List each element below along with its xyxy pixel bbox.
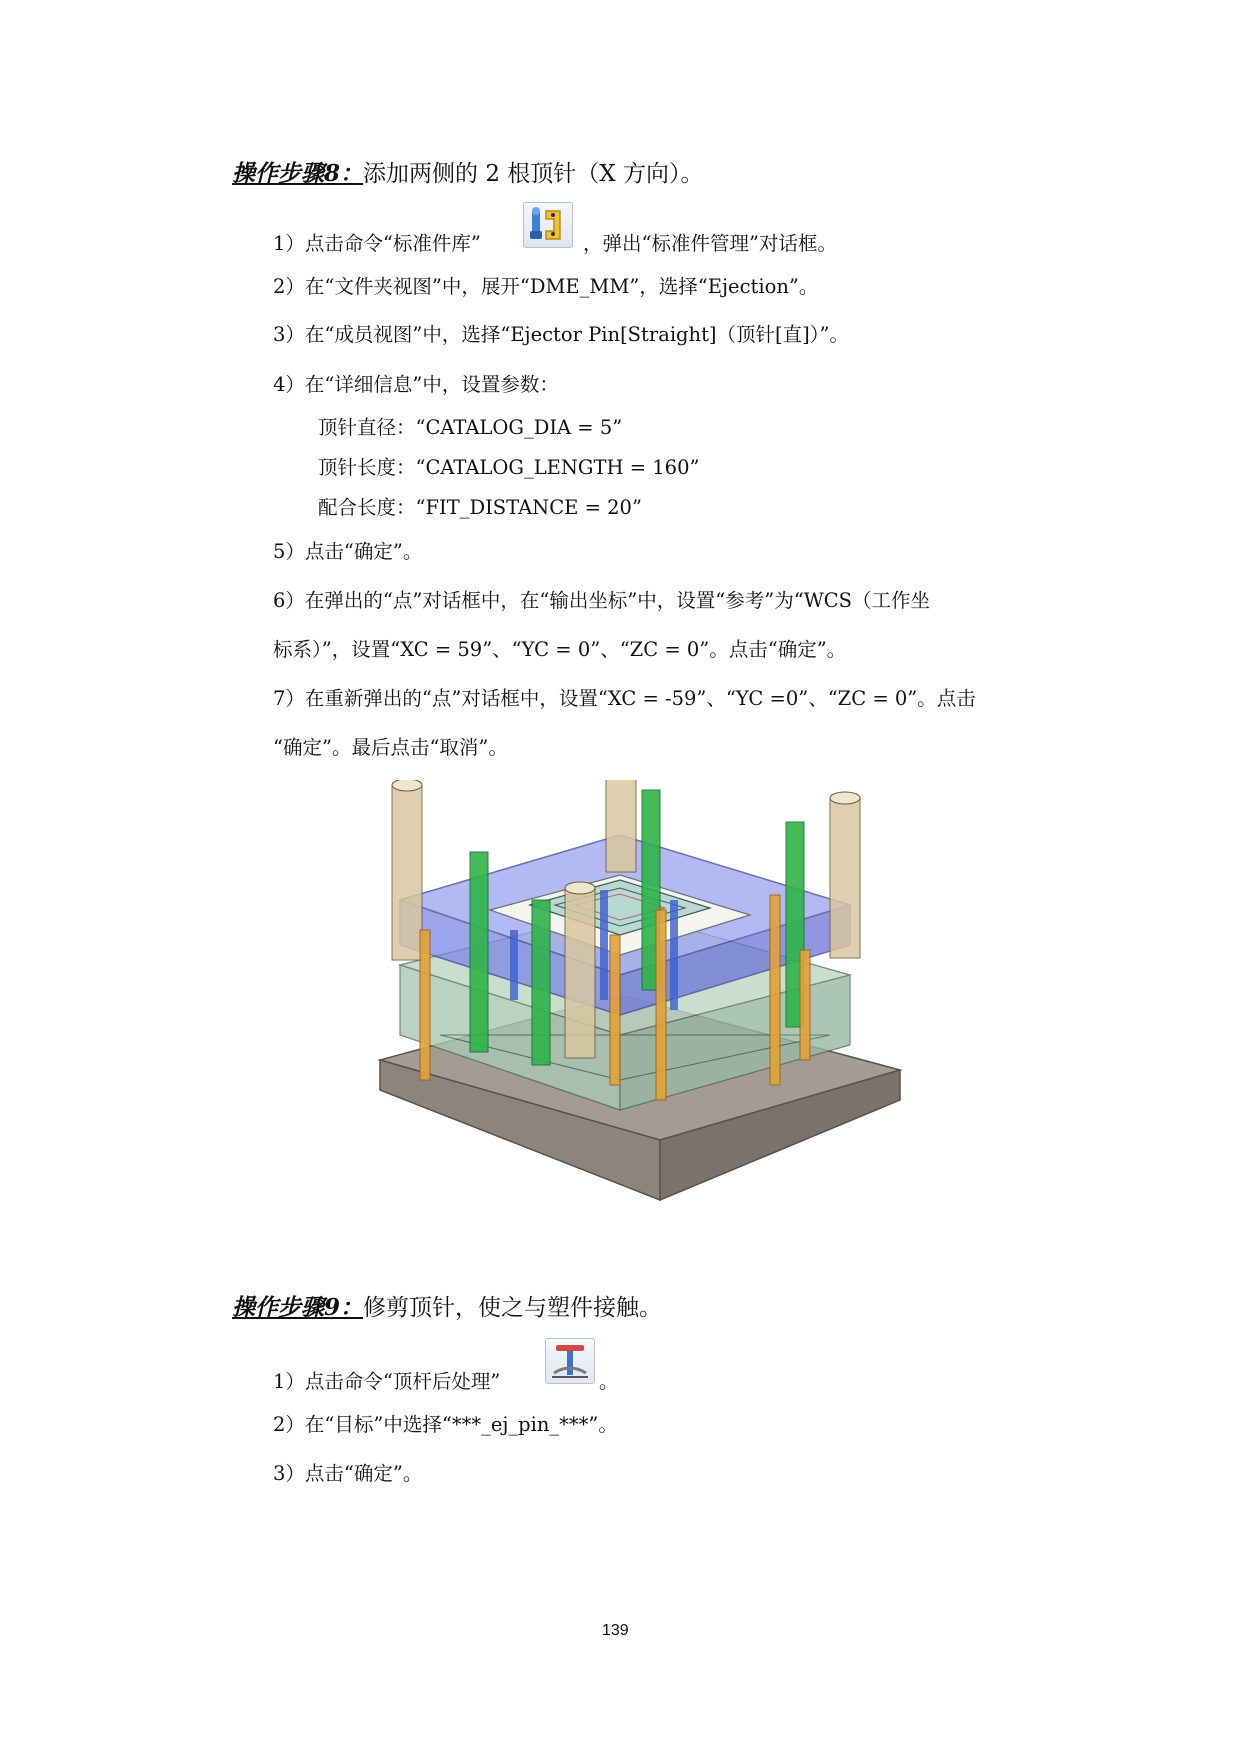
- step8-instruction-3: 3）在“成员视图”中，选择“Ejector Pin[Straight]（顶针[直]）”。: [273, 323, 849, 346]
- step8-instruction-5: 5）点击“确定”。: [273, 540, 423, 563]
- step9-instruction-1a: 1）点击命令“顶杆后处理”: [273, 1370, 501, 1393]
- step8-heading: [232, 158, 703, 190]
- step9-instruction-1b: 。: [599, 1370, 619, 1393]
- step8-instruction-1b: ，弹出“标准件管理”对话框。: [583, 232, 837, 255]
- mold-assembly-figure: [370, 780, 910, 1210]
- step8-instruction-6a: 6）在弹出的“点”对话框中，在“输出坐标”中，设置“参考”为“WCS（工作坐: [273, 589, 931, 612]
- step9-label: 操作步骤9：: [232, 1294, 364, 1321]
- step9-heading: [232, 1292, 662, 1324]
- param-fit: 配合长度：“FIT_DISTANCE = 20”: [318, 496, 642, 519]
- step8-instruction-6b: 标系）”，设置“XC = 59”、“YC = 0”、“ZC = 0”。点击“确定”。: [273, 638, 847, 661]
- ejector-pin-post-process-icon: [545, 1338, 595, 1384]
- param-dia: 顶针直径：“CATALOG_DIA = 5”: [318, 416, 623, 439]
- step8-instruction-1-tail: [583, 230, 837, 258]
- step8-instruction-7a: 7）在重新弹出的“点”对话框中，设置“XC = -59”、“YC =0”、“ZC = 0”。点击: [273, 687, 976, 710]
- step9-instruction-2: 2）在“目标”中选择“***_ej_pin_***”。: [273, 1413, 618, 1436]
- step9-instruction-1: [273, 1368, 500, 1396]
- param-length: 顶针长度：“CATALOG_LENGTH = 160”: [318, 456, 700, 479]
- step9-title: 修剪顶针，使之与塑件接触。: [363, 1295, 663, 1321]
- step9-instruction-1-tail: [599, 1368, 619, 1396]
- step8-instruction-7b: “确定”。最后点击“取消”。: [273, 736, 508, 759]
- step8-label: 操作步骤8：: [232, 160, 364, 187]
- step8-instruction-1: [273, 230, 481, 258]
- step8-title: 添加两侧的 2 根顶针（X 方向）。: [363, 161, 704, 187]
- page-number: 139: [602, 1622, 629, 1639]
- step9-instruction-3: 3）点击“确定”。: [273, 1462, 423, 1485]
- step8-instruction-4: 4）在“详细信息”中，设置参数：: [273, 373, 559, 396]
- step8-instruction-1a: 1）点击命令“标准件库”: [273, 232, 481, 255]
- step8-instruction-2: 2）在“文件夹视图”中，展开“DME_MM”，选择“Ejection”。: [273, 275, 819, 298]
- standard-part-library-icon: [523, 202, 573, 248]
